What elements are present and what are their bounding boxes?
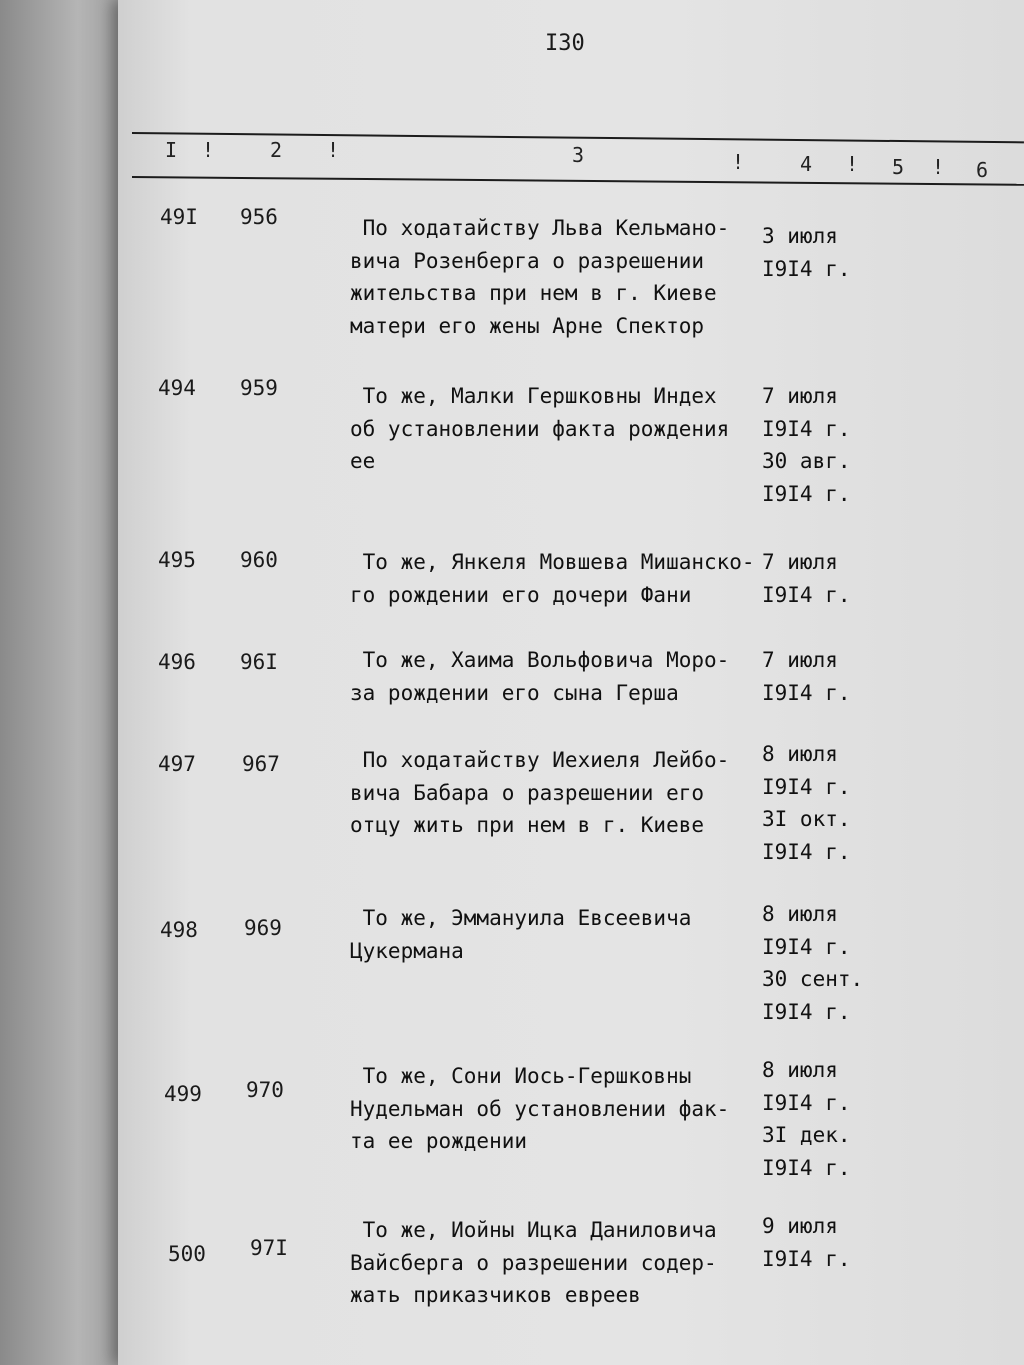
case-number: 967 [242,752,280,776]
row-description: То же, Иойны Ицка Даниловича Вайсберга о разрешении содер- жать приказчиков евреев [350,1218,717,1307]
row-number: 49I [160,205,198,229]
case-number: 969 [244,916,282,940]
row-dates: 7 июля I9I4 г. 30 авг. I9I4 г. [762,384,851,506]
row-dates: 9 июля I9I4 г. [762,1214,851,1271]
row-dates: 8 июля I9I4 г. 3I окт. I9I4 г. [762,742,851,864]
row-description: То же, Сони Иось-Гершковны Нудельман об установлении фак- та ее рождении [350,1064,730,1153]
header-sep2: ! [327,138,340,162]
case-number: 960 [240,548,278,572]
row-description: То же, Янкеля Мовшева Мишанско- го рождении его дочери Фани [350,550,755,607]
row-number: 500 [168,1242,206,1266]
row-description: То же, Малки Гершковны Индех об установлении факта рождения ее [350,384,730,473]
row-number: 498 [160,918,198,942]
case-number: 97I [250,1236,288,1260]
header-col6: 6 [976,158,989,182]
row-dates: 7 июля I9I4 г. [762,550,851,607]
row-dates: 3 июля I9I4 г. [762,224,851,281]
row-number: 494 [158,376,196,400]
case-number: 970 [246,1078,284,1102]
row-dates: 7 июля I9I4 г. [762,648,851,705]
case-number: 959 [240,376,278,400]
header-sep1: ! [202,138,215,162]
case-number: 956 [240,205,278,229]
header-sep5: ! [932,155,945,179]
header-col3: 3 [572,143,585,167]
header-col4: 4 [800,152,813,176]
row-number: 499 [164,1082,202,1106]
header-sep3: ! [732,150,745,174]
case-number: 96I [240,650,278,674]
header-sep4: ! [846,152,859,176]
row-number: 496 [158,650,196,674]
row-number: 497 [158,752,196,776]
row-dates: 8 июля I9I4 г. 3I дек. I9I4 г. [762,1058,851,1180]
header-col1: I [165,138,178,162]
row-description: По ходатайству Иехиеля Лейбо- вича Бабара о разрешении его отцу жить при нем в г. Киеве [350,748,730,837]
row-number: 495 [158,548,196,572]
header-col5: 5 [892,155,905,179]
page-number: I30 [545,31,585,56]
row-dates: 8 июля I9I4 г. 30 сент. I9I4 г. [762,902,864,1024]
row-description: То же, Хаима Вольфовича Моро- за рождении его сына Герша [350,648,730,705]
header-col2: 2 [270,138,283,162]
row-description: По ходатайству Льва Кельмано- вича Розенберга о разрешении жительства при нем в г. Киеве матери его жены Арне Спектор [350,216,730,338]
facing-page-shadow [0,0,130,1365]
row-description: То же, Эммануила Евсеевича Цукермана [350,906,692,963]
